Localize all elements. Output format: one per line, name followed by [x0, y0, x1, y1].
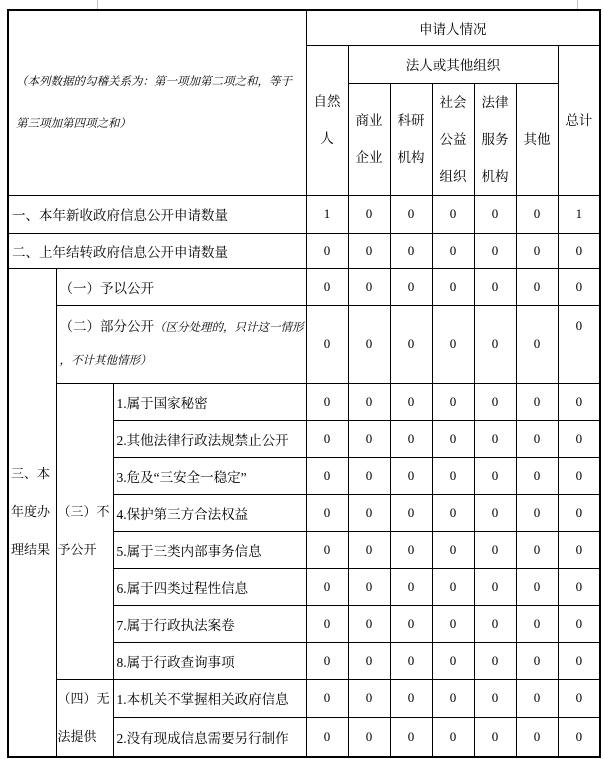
value-cell: 0	[474, 305, 516, 383]
value-cell: 0	[348, 383, 390, 420]
row1-label: 一、本年新收政府信息公开申请数量	[8, 195, 306, 233]
value-cell: 0	[348, 717, 390, 756]
group2-note-part1: （区分处理的，只计这一情形	[154, 322, 304, 334]
value-cell: 0	[390, 568, 432, 605]
value-cell: 0	[558, 268, 600, 305]
value-cell: 0	[474, 233, 516, 268]
value-cell: 0	[348, 605, 390, 642]
value-cell: 0	[306, 679, 348, 717]
value-cell: 0	[348, 233, 390, 268]
social-org-header: 社会公益组织	[432, 83, 474, 195]
value-cell: 0	[474, 717, 516, 756]
other-header: 其他	[516, 83, 558, 195]
value-cell: 0	[432, 679, 474, 717]
value-cell: 0	[432, 457, 474, 494]
value-cell: 0	[474, 679, 516, 717]
value-cell: 0	[474, 568, 516, 605]
value-cell: 0	[306, 420, 348, 457]
value-cell: 0	[474, 383, 516, 420]
value-cell: 0	[432, 531, 474, 568]
value-cell: 0	[306, 457, 348, 494]
note-line1: （本列数据的勾稽关系为：第一项加第二项之和，等于	[16, 75, 292, 88]
natural-person-header: 自然人	[306, 45, 348, 195]
research-institution-header: 科研机构	[390, 83, 432, 195]
value-cell: 0	[558, 494, 600, 531]
value-cell: 0	[390, 494, 432, 531]
section3-label: 三、本年度办理结果	[8, 268, 56, 757]
group4-label: （四）无法提供	[56, 679, 113, 757]
value-cell: 0	[516, 233, 558, 268]
value-cell: 0	[432, 420, 474, 457]
value-cell: 0	[348, 195, 390, 233]
group2-note-part2: ，不计其他情形）	[59, 355, 152, 367]
value-cell: 0	[516, 305, 558, 383]
value-cell: 0	[390, 195, 432, 233]
value-cell: 0	[390, 305, 432, 383]
value-cell: 0	[516, 268, 558, 305]
value-cell: 0	[306, 531, 348, 568]
value-cell: 0	[516, 420, 558, 457]
item-label: 8.属于行政查询事项	[113, 642, 306, 679]
value-cell: 0	[348, 531, 390, 568]
value-cell: 0	[348, 420, 390, 457]
value-cell: 0	[432, 305, 474, 383]
page-margin-tick-right	[577, 0, 578, 9]
value-cell: 0	[558, 642, 600, 679]
value-cell: 0	[432, 268, 474, 305]
value-cell: 0	[390, 679, 432, 717]
value-cell: 1	[306, 195, 348, 233]
value-cell: 0	[306, 494, 348, 531]
value-cell: 0	[558, 383, 600, 420]
legal-org-group-header: 法人或其他组织	[348, 45, 558, 83]
item-label: 1.属于国家秘密	[113, 383, 306, 420]
note-cell	[8, 10, 306, 195]
value-cell: 0	[306, 605, 348, 642]
value-cell: 0	[516, 568, 558, 605]
value-cell: 0	[390, 420, 432, 457]
applicant-group-header: 申请人情况	[306, 10, 600, 45]
value-cell: 0	[558, 531, 600, 568]
group3-label: （三）不予公开	[56, 383, 113, 679]
value-cell: 0	[306, 568, 348, 605]
value-cell: 0	[390, 642, 432, 679]
group2-label	[56, 305, 306, 383]
value-cell: 0	[432, 568, 474, 605]
value-cell: 0	[558, 457, 600, 494]
value-cell: 0	[474, 531, 516, 568]
value-cell: 0	[390, 717, 432, 756]
item-label: 7.属于行政执法案卷	[113, 605, 306, 642]
value-cell: 0	[390, 383, 432, 420]
value-cell: 0	[390, 457, 432, 494]
value-cell: 0	[558, 233, 600, 268]
value-cell: 0	[348, 568, 390, 605]
value-cell: 0	[306, 305, 348, 383]
value-cell: 0	[390, 233, 432, 268]
legal-service-header: 法律服务机构	[474, 83, 516, 195]
item-label: 6.属于四类过程性信息	[113, 568, 306, 605]
value-cell: 0	[390, 268, 432, 305]
value-cell: 0	[516, 195, 558, 233]
value-cell: 0	[432, 494, 474, 531]
value-cell: 0	[306, 268, 348, 305]
value-cell: 0	[474, 195, 516, 233]
row2-label: 二、上年结转政府信息公开申请数量	[8, 233, 306, 268]
value-cell: 0	[516, 494, 558, 531]
value-cell: 0	[348, 457, 390, 494]
item-label: 5.属于三类内部事务信息	[113, 531, 306, 568]
value-cell: 0	[516, 457, 558, 494]
value-cell: 0	[516, 642, 558, 679]
value-cell: 0	[516, 679, 558, 717]
value-cell: 0	[558, 420, 600, 457]
value-cell: 0	[516, 717, 558, 756]
value-cell: 0	[348, 305, 390, 383]
value-cell: 0	[348, 268, 390, 305]
value-cell: 0	[432, 642, 474, 679]
value-cell: 0	[306, 642, 348, 679]
value-cell: 0	[558, 568, 600, 605]
value-cell: 0	[558, 605, 600, 642]
item-label: 3.危及“三安全一稳定”	[113, 457, 306, 494]
value-cell: 0	[474, 642, 516, 679]
value-cell: 0	[474, 420, 516, 457]
value-cell: 1	[558, 195, 600, 233]
item-label: 2.没有现成信息需要另行制作	[113, 717, 306, 756]
value-cell: 0	[432, 383, 474, 420]
value-cell: 0	[516, 383, 558, 420]
page-margin-tick-left	[97, 0, 98, 9]
group2-label-text: （二）部分公开	[59, 319, 154, 334]
commercial-enterprise-header: 商业企业	[348, 83, 390, 195]
value-cell: 0	[432, 233, 474, 268]
value-cell: 0	[558, 717, 600, 756]
value-cell: 0	[474, 457, 516, 494]
value-cell: 0	[432, 717, 474, 756]
value-cell: 0	[306, 717, 348, 756]
value-cell: 0	[390, 531, 432, 568]
value-cell: 0	[516, 531, 558, 568]
value-cell: 0	[432, 605, 474, 642]
note-line2: 第三项加第四项之和）	[16, 117, 131, 130]
value-cell: 0	[306, 233, 348, 268]
value-cell: 0	[348, 679, 390, 717]
value-cell: 0	[348, 494, 390, 531]
group1-label: （一）予以公开	[56, 268, 306, 305]
total-header: 总计	[558, 45, 600, 195]
item-label: 2.其他法律行政法规禁止公开	[113, 420, 306, 457]
value-cell: 0	[516, 605, 558, 642]
value-cell: 0	[474, 268, 516, 305]
value-cell: 0	[432, 195, 474, 233]
value-cell: 0	[348, 642, 390, 679]
value-cell: 0	[474, 494, 516, 531]
value-cell: 0	[558, 679, 600, 717]
item-label: 4.保护第三方合法权益	[113, 494, 306, 531]
value-cell: 0	[474, 605, 516, 642]
report-table	[7, 9, 601, 758]
value-cell: 0	[306, 383, 348, 420]
value-cell: 0	[558, 305, 600, 383]
item-label: 1.本机关不掌握相关政府信息	[113, 679, 306, 717]
value-cell: 0	[390, 605, 432, 642]
